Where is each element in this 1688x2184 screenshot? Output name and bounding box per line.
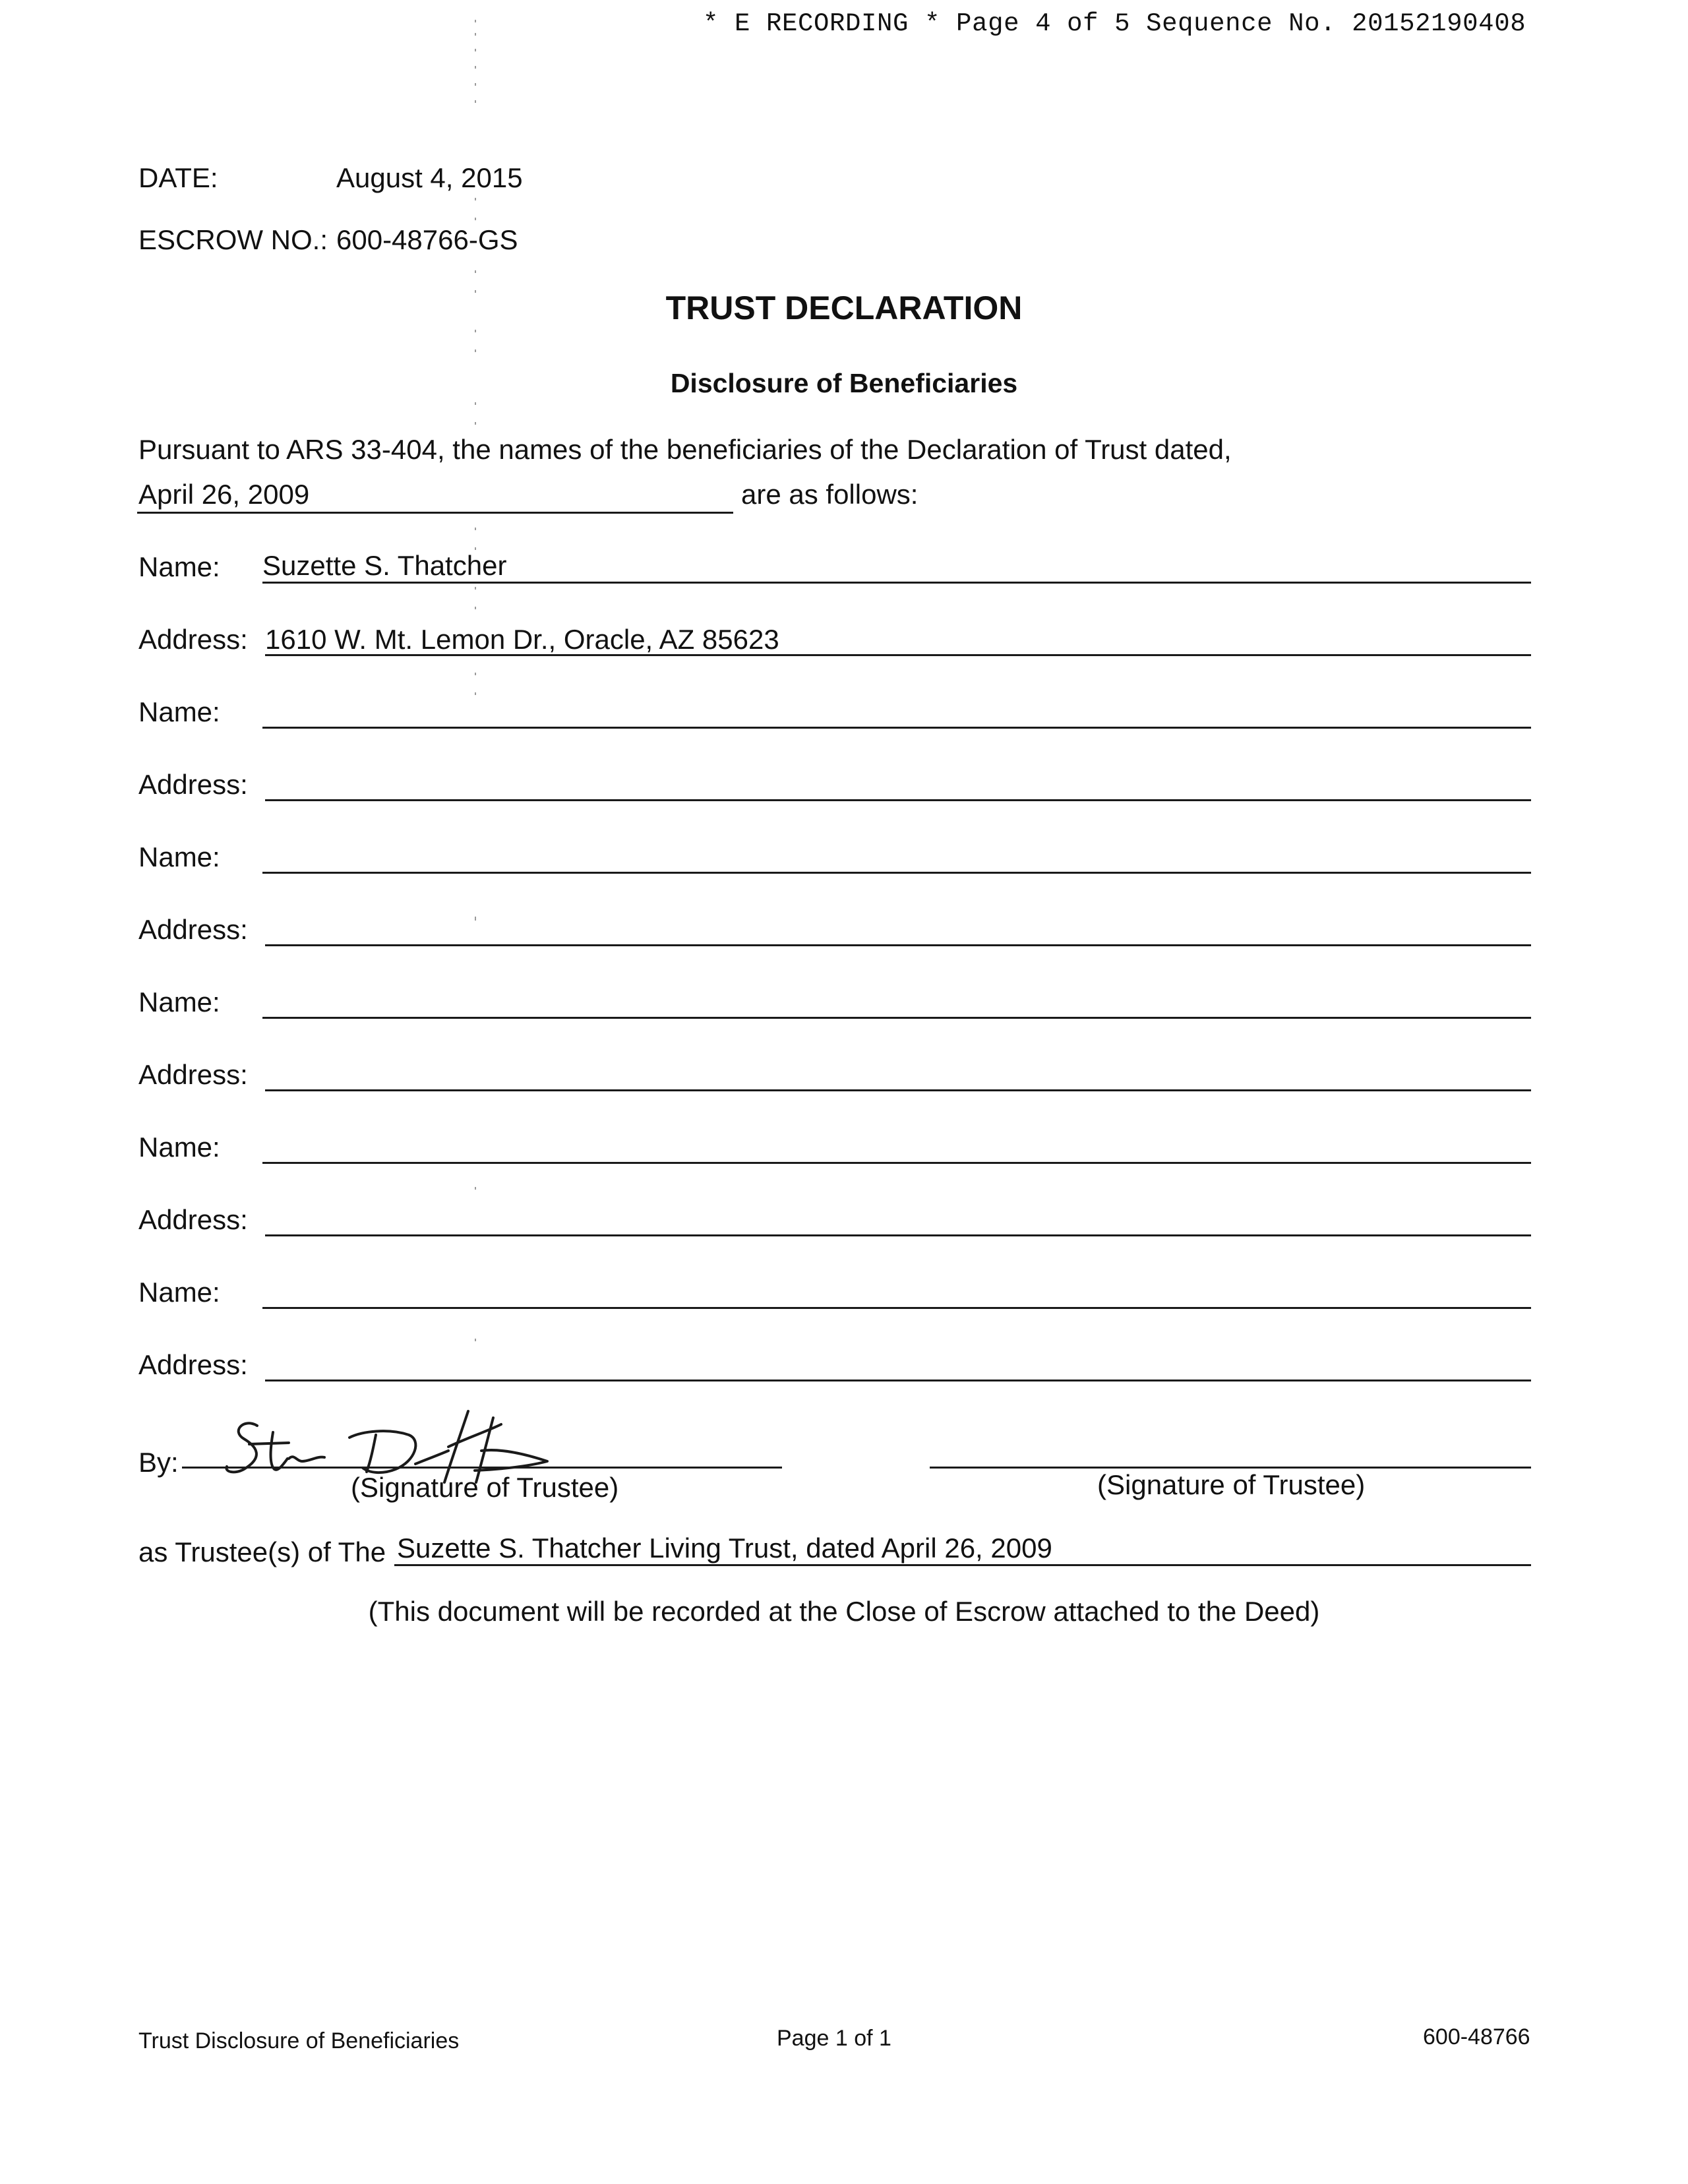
beneficiary-5-address-label: Address: [138, 1204, 248, 1235]
intro-suffix: are as follows: [741, 479, 919, 510]
document-title: TRUST DECLARATION [665, 289, 1023, 326]
escrow-label: ESCROW NO.: [138, 224, 328, 255]
document-subtitle: Disclosure of Beneficiaries [670, 368, 1018, 398]
date-label: DATE: [138, 162, 218, 193]
footer-right: 600-48766 [1423, 2024, 1530, 2049]
trust-date-value: April 26, 2009 [138, 479, 310, 510]
beneficiary-3-address-line [265, 944, 1531, 946]
beneficiary-5-address-line [265, 1234, 1531, 1236]
beneficiary-3-name-label: Name: [138, 841, 220, 872]
beneficiary-1-name-value: Suzette S. Thatcher [262, 550, 507, 581]
beneficiary-2-address-line [265, 799, 1531, 801]
footer-page-number: Page 1 of 1 [777, 2026, 891, 2051]
signature-caption-right: (Signature of Trustee) [1097, 1469, 1366, 1500]
trustee-prefix: as Trustee(s) of The [138, 1536, 386, 1567]
beneficiary-6-address-label: Address: [138, 1349, 248, 1380]
beneficiary-4-name-line [262, 1017, 1531, 1019]
intro-text: Pursuant to ARS 33-404, the names of the beneficiaries of the Declaration of Trust dated, [138, 434, 1232, 465]
beneficiary-4-name-label: Name: [138, 986, 220, 1017]
beneficiary-1-name-line [262, 582, 1531, 584]
beneficiary-6-address-line [265, 1380, 1531, 1381]
signature-line-right [930, 1467, 1531, 1469]
trust-date-underline [137, 512, 733, 514]
trust-name-value: Suzette S. Thatcher Living Trust, dated April 26, 2009 [397, 1532, 1052, 1563]
date-value: August 4, 2015 [336, 162, 523, 193]
beneficiary-2-name-line [262, 727, 1531, 729]
beneficiary-1-name-label: Name: [138, 551, 220, 582]
beneficiary-2-name-label: Name: [138, 696, 220, 727]
beneficiary-2-address-label: Address: [138, 769, 248, 800]
beneficiary-6-name-label: Name: [138, 1277, 220, 1308]
recording-note: (This document will be recorded at the Close of Escrow attached to the Deed) [368, 1596, 1320, 1627]
beneficiary-4-address-line [265, 1089, 1531, 1091]
beneficiary-6-name-line [262, 1307, 1531, 1309]
signature-caption-left: (Signature of Trustee) [351, 1472, 619, 1503]
signature-line-left [182, 1467, 782, 1469]
beneficiary-5-name-label: Name: [138, 1132, 220, 1163]
footer-left: Trust Disclosure of Beneficiaries [138, 2028, 460, 2053]
trust-name-line [394, 1564, 1531, 1566]
beneficiary-5-name-line [262, 1162, 1531, 1164]
escrow-value: 600-48766-GS [336, 224, 518, 255]
beneficiary-3-name-line [262, 872, 1531, 874]
beneficiary-1-address-label: Address: [138, 624, 248, 655]
beneficiary-1-address-line [265, 654, 1531, 656]
beneficiary-4-address-label: Address: [138, 1059, 248, 1090]
recording-header: * E RECORDING * Page 4 of 5 Sequence No. 20152190408 [703, 9, 1526, 38]
beneficiary-1-address-value: 1610 W. Mt. Lemon Dr., Oracle, AZ 85623 [265, 624, 779, 655]
beneficiary-3-address-label: Address: [138, 914, 248, 945]
by-label: By: [138, 1447, 179, 1478]
